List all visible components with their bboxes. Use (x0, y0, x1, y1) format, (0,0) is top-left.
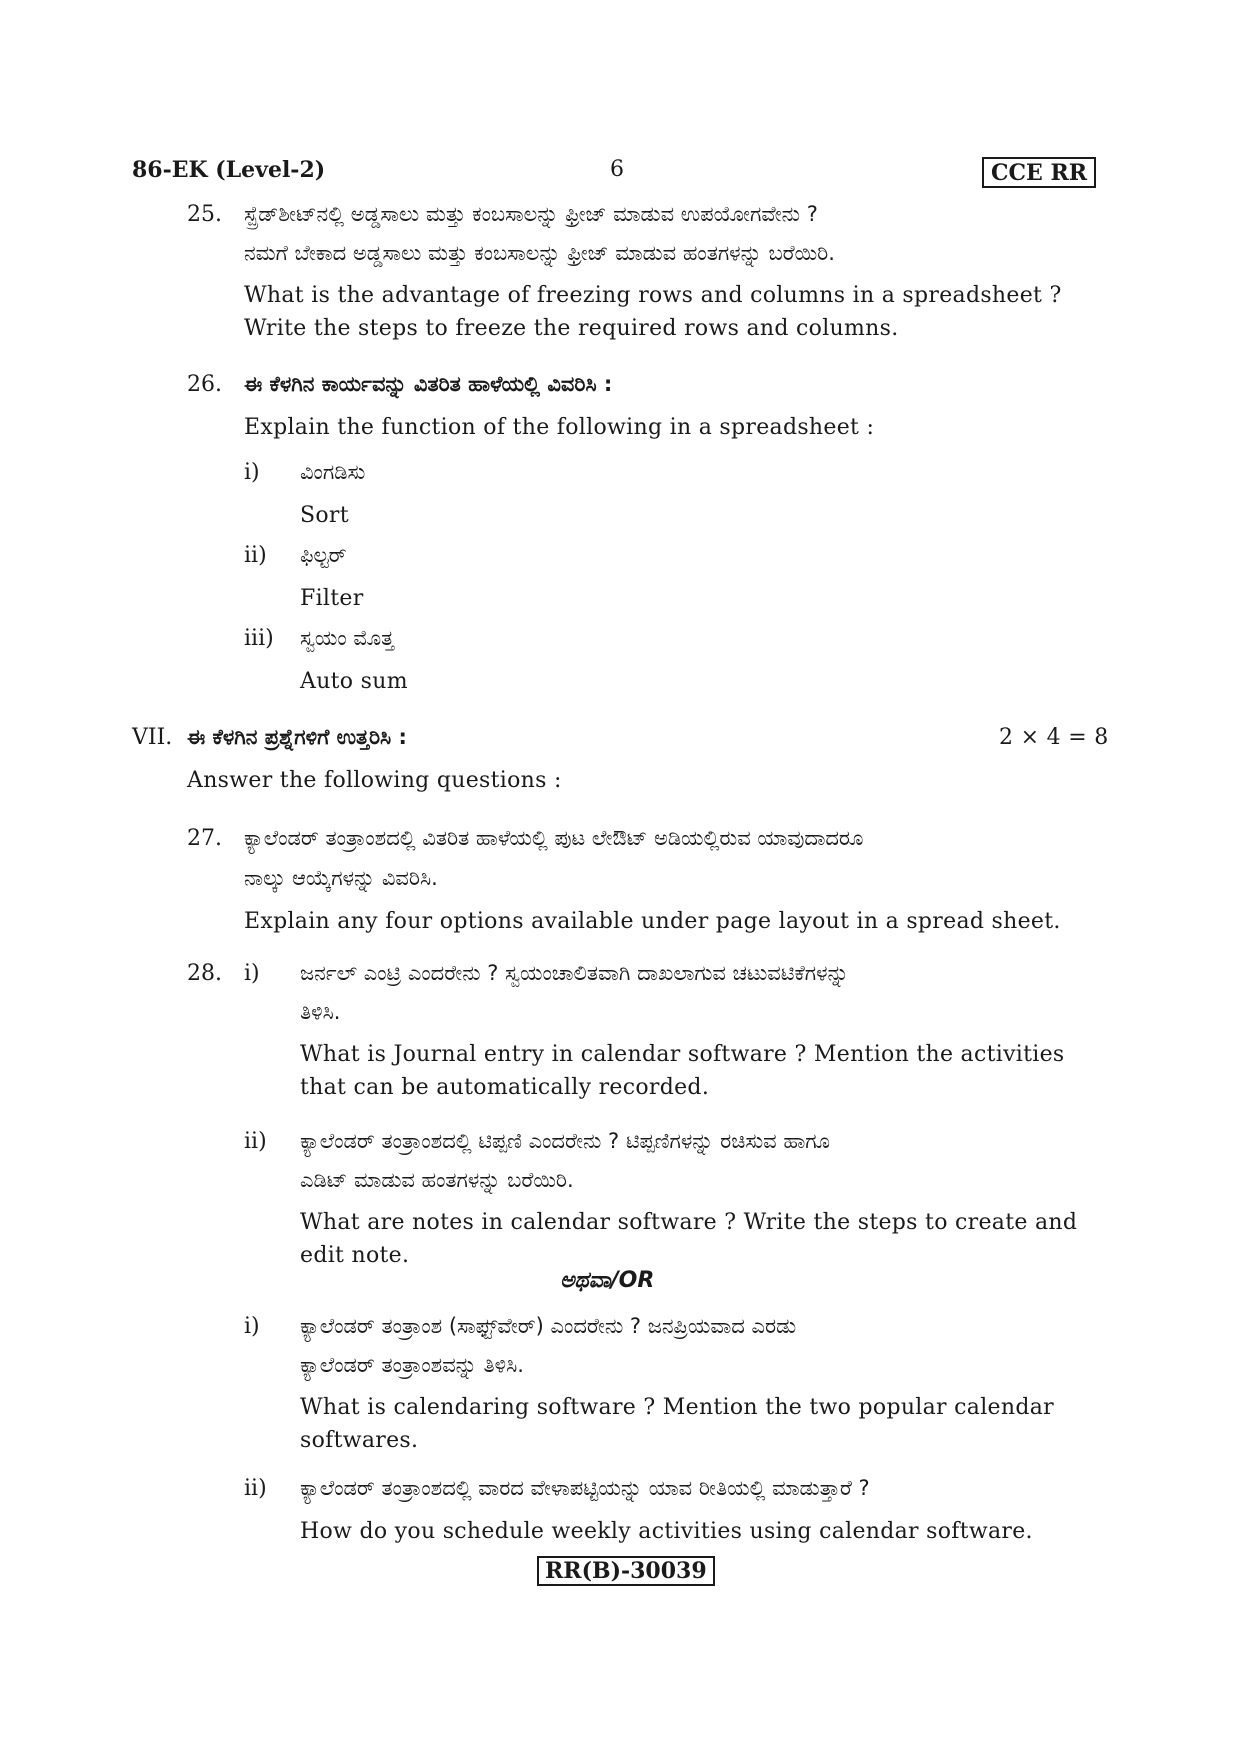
q28-alt-i-en-line2: softwares. (300, 1428, 419, 1453)
q26-item-label: iii) (244, 626, 274, 651)
q26-item-label: ii) (244, 543, 267, 568)
q26-item-kn: ಸ್ವಯಂ ಮೊತ್ತ (300, 626, 395, 650)
q27-kn-line1: ಕ್ಯಾಲೆಂಡರ್ ತಂತ್ರಾಂಶದಲ್ಲಿ ವಿತರಿತ ಹಾಳೆಯಲ್ಲಿ ಪುಟ ಲೇಔಟ್ ಅಡಿಯಲ್ಲಿರುವ ಯಾವುದಾದರೂ (244, 826, 864, 850)
q28-alt-i-en-line1: What is calendaring software ? Mention the two popular calendar (300, 1395, 1054, 1420)
cce-badge: CCE RR (982, 157, 1096, 188)
q28-number: 28. (187, 961, 222, 986)
q27-en: Explain any four options available under page layout in a spread sheet. (244, 909, 1061, 934)
q28-alt-i-label: i) (244, 1314, 260, 1339)
q28-alt-ii-en: How do you schedule weekly activities using calendar software. (300, 1519, 1033, 1544)
or-separator: ಅಥವಾ/OR (560, 1268, 655, 1293)
q28-i-en-line2: that can be automatically recorded. (300, 1075, 710, 1100)
q26-item-label: i) (244, 460, 260, 485)
q28-ii-kn-line2: ಎಡಿಟ್ ಮಾಡುವ ಹಂತಗಳನ್ನು ಬರೆಯಿರಿ. (300, 1168, 574, 1192)
q25-en-line1: What is the advantage of freezing rows and columns in a spreadsheet ? (244, 283, 1062, 308)
q26-number: 26. (187, 372, 222, 397)
q25-en-line2: Write the steps to freeze the required rows and columns. (244, 316, 899, 341)
section-marks: 2 × 4 = 8 (999, 725, 1109, 750)
paper-code: 86-EK (Level-2) (132, 157, 326, 183)
q25-kn-line1: ಸ್ಪ್ರೆಡ್‌ಶೀಟ್‌ನಲ್ಲಿ ಅಡ್ಡಸಾಲು ಮತ್ತು ಕಂಬಸಾಲನ್ನು ಫ್ರೀಜ್ ಮಾಡುವ ಉಪಯೋಗವೇನು ? (244, 202, 818, 226)
section-en: Answer the following questions : (187, 768, 562, 793)
q26-en: Explain the function of the following in a spreadsheet : (244, 415, 875, 440)
q28-alt-i-kn-line2: ಕ್ಯಾಲೆಂಡರ್ ತಂತ್ರಾಂಶವನ್ನು ತಿಳಿಸಿ. (300, 1353, 524, 1377)
q28-alt-ii-label: ii) (244, 1476, 267, 1501)
q26-kn: ಈ ಕೆಳಗಿನ ಕಾರ್ಯವನ್ನು ವಿತರಿತ ಹಾಳೆಯಲ್ಲಿ ವಿವರಿಸಿ : (244, 372, 613, 396)
q27-number: 27. (187, 826, 222, 851)
q26-item-en: Auto sum (300, 669, 408, 694)
q26-item-en: Filter (300, 586, 364, 611)
q28-alt-ii-kn: ಕ್ಯಾಲೆಂಡರ್ ತಂತ್ರಾಂಶದಲ್ಲಿ ವಾರದ ವೇಳಾಪಟ್ಟಿಯನ್ನು ಯಾವ ರೀತಿಯಲ್ಲಿ ಮಾಡುತ್ತಾರೆ ? (300, 1476, 870, 1500)
q28-i-label: i) (244, 961, 260, 986)
q25-kn-line2: ನಮಗೆ ಬೇಕಾದ ಅಡ್ಡಸಾಲು ಮತ್ತು ಕಂಬಸಾಲನ್ನು ಫ್ರೀಜ್ ಮಾಡುವ ಹಂತಗಳನ್ನು ಬರೆಯಿರಿ. (244, 241, 835, 265)
q26-item-en: Sort (300, 503, 349, 528)
q28-ii-en-line1: What are notes in calendar software ? Write the steps to create and (300, 1210, 1078, 1235)
q26-item-kn: ವಿಂಗಡಿಸು (300, 460, 366, 484)
q28-ii-label: ii) (244, 1129, 267, 1154)
q28-ii-en-line2: edit note. (300, 1243, 410, 1268)
section-kn: ಈ ಕೆಳಗಿನ ಪ್ರಶ್ನೆಗಳಿಗೆ ಉತ್ತರಿಸಿ : (187, 725, 407, 749)
q28-i-kn-line1: ಜರ್ನಲ್ ಎಂಟ್ರಿ ಎಂದರೇನು ? ಸ್ವಯಂಚಾಲಿತವಾಗಿ ದಾಖಲಾಗುವ ಚಟುವಟಿಕೆಗಳನ್ನು (300, 961, 849, 985)
q28-ii-kn-line1: ಕ್ಯಾಲೆಂಡರ್ ತಂತ್ರಾಂಶದಲ್ಲಿ ಟಿಪ್ಪಣಿ ಎಂದರೇನು ? ಟಿಪ್ಪಣಿಗಳನ್ನು ರಚಿಸುವ ಹಾಗೂ (300, 1129, 831, 1153)
q28-i-en-line1: What is Journal entry in calendar software ? Mention the activities (300, 1042, 1065, 1067)
q28-i-kn-line2: ತಿಳಿಸಿ. (300, 1000, 341, 1024)
q28-alt-i-kn-line1: ಕ್ಯಾಲೆಂಡರ್ ತಂತ್ರಾಂಶ (ಸಾಫ್ಟ್‌ವೇರ್) ಎಂದರೇನು ? ಜನಪ್ರಿಯವಾದ ಎರಡು (300, 1314, 797, 1338)
page-number: 6 (610, 157, 624, 182)
q27-kn-line2: ನಾಲ್ಕು ಆಯ್ಕೆಗಳನ್ನು ವಿವರಿಸಿ. (244, 866, 438, 890)
footer-code: RR(B)-30039 (537, 1556, 715, 1586)
section-number: VII. (132, 725, 173, 750)
q25-number: 25. (187, 202, 222, 227)
q26-item-kn: ಫಿಲ್ಟರ್ (300, 543, 347, 567)
